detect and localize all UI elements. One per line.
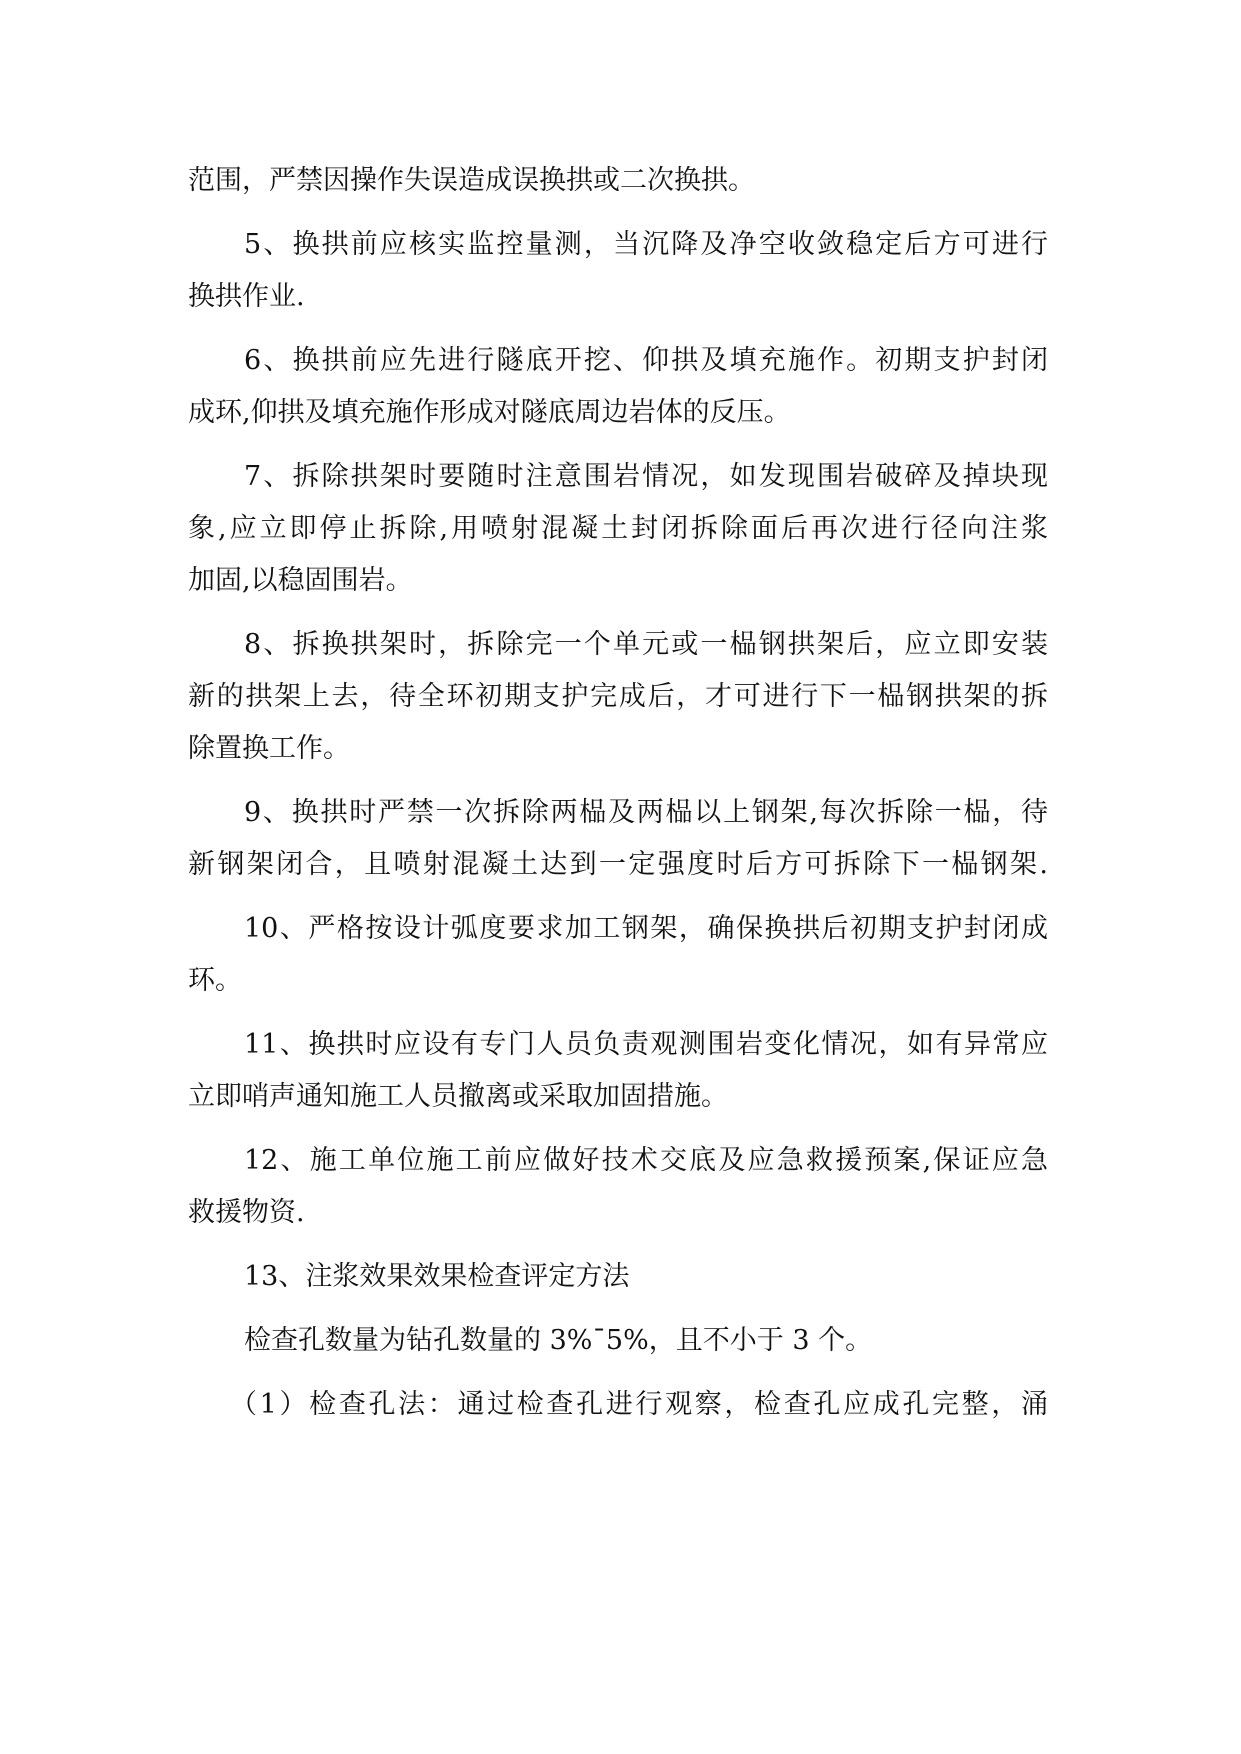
text-line: 成环,仰拱及填充施作形成对隧底周边岩体的反压。 [188, 397, 791, 428]
text-line: 立即哨声通知施工人员撤离或采取加固措施。 [188, 1081, 728, 1112]
text-line: 新的拱架上去，待全环初期支护完成后，才可进行下一榀钢拱架的拆 [188, 681, 1048, 712]
text-line: 检查孔数量为钻孔数量的 3%¯5%，且不小于 3 个。 [244, 1325, 873, 1356]
text-line: 5、换拱前应核实监控量测，当沉降及净空收敛稳定后方可进行 [244, 229, 1048, 260]
text-line: 10、严格按设计弧度要求加工钢架，确保换拱后初期支护封闭成 [244, 913, 1048, 944]
document-body [188, 155, 1048, 1431]
text-line: 6、换拱前应先进行隧底开挖、仰拱及填充施作。初期支护封闭 [244, 345, 1048, 376]
text-line: 加固,以稳固围岩。 [188, 565, 413, 596]
section-heading: 13、注浆效果效果检查评定方法 [244, 1261, 630, 1292]
text-line: 救援物资. [188, 1197, 305, 1228]
text-line: 12、施工单位施工前应做好技术交底及应急救援预案,保证应急 [244, 1145, 1048, 1176]
text-line: 范围，严禁因操作失误造成误换拱或二次换拱。 [188, 165, 755, 196]
text-line: 8、拆换拱架时，拆除完一个单元或一榀钢拱架后，应立即安装 [244, 629, 1048, 660]
text-line: 除置换工作。 [188, 733, 350, 764]
text-line: 新钢架闭合，且喷射混凝土达到一定强度时后方可拆除下一榀钢架. [188, 849, 1048, 880]
text-line: 11、换拱时应设有专门人员负责观测围岩变化情况，如有异常应 [244, 1029, 1048, 1060]
text-line: （1）检查孔法：通过检查孔进行观察，检查孔应成孔完整，涌 [230, 1389, 1048, 1420]
text-line: 9、换拱时严禁一次拆除两榀及两榀以上钢架,每次拆除一榀，待 [244, 797, 1048, 828]
text-line: 环。 [188, 965, 242, 996]
text-line: 换拱作业. [188, 281, 305, 312]
text-line: 7、拆除拱架时要随时注意围岩情况，如发现围岩破碎及掉块现 [244, 461, 1048, 492]
text-line: 象,应立即停止拆除,用喷射混凝土封闭拆除面后再次进行径向注浆 [188, 513, 1048, 544]
